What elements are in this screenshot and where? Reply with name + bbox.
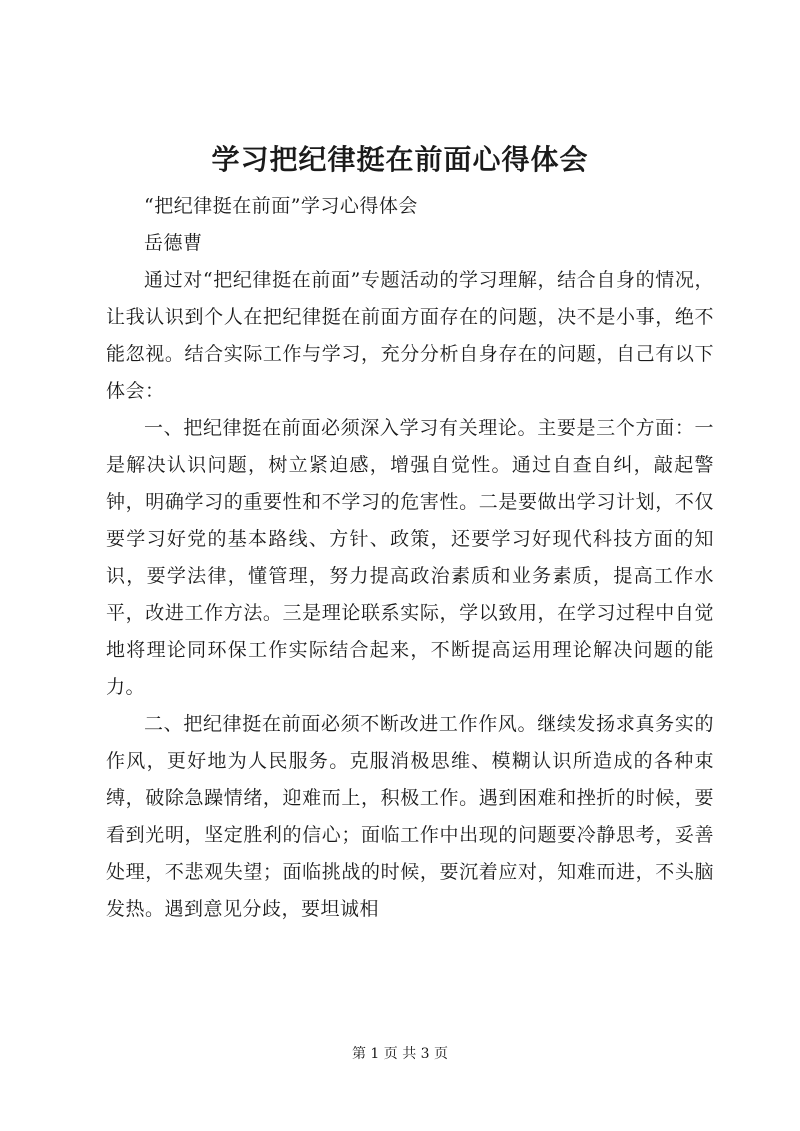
section-two-paragraph: 二、把纪律挺在前面必须不断改进工作作风。继续发扬求真务实的作风，更好地为人民服务。克服消极思维、模糊认识所造成的各种束缚，破除急躁情绪，迎难而上，积极工作。遇到困难和挫折的时候，要看到光明，坚定胜利的信心；面临工作中出现的问题要冷静思考，妥善处理，不悲观失望；面临挑战的时候，要沉着应对，知难而进，不头脑发热。遇到意见分歧，要坦诚相: [106, 713, 714, 920]
intro-paragraph: 通过对“把纪律挺在前面”专题活动的学习理解，结合自身的情况，让我认识到个人在把纪律挺在前面方面存在的问题，决不是小事，绝不能忽视。结合实际工作与学习，充分分析自身存在的问题，自己有以下体会：: [106, 269, 714, 402]
document-title: 学习把纪律挺在前面心得体会: [211, 143, 589, 176]
subtitle-paragraph: “把纪律挺在前面”学习心得体会: [144, 195, 418, 217]
document-body: [106, 188, 714, 928]
page-number-footer: 第 1 页 共 3 页: [351, 1046, 449, 1062]
author-paragraph: 岳德曹: [144, 232, 203, 254]
section-one-paragraph: 一、把纪律挺在前面必须深入学习有关理论。主要是三个方面：一是解决认识问题，树立紧迫感，增强自觉性。通过自查自纠，敲起警钟，明确学习的重要性和不学习的危害性。二是要做出学习计划，不仅要学习好党的基本路线、方针、政策，还要学习好现代科技方面的知识，要学法律，懂管理，努力提高政治素质和业务素质，提高工作水平，改进工作方法。三是理论联系实际，学以致用，在学习过程中自觉地将理论同环保工作实际结合起来，不断提高运用理论解决问题的能力。: [106, 417, 714, 698]
